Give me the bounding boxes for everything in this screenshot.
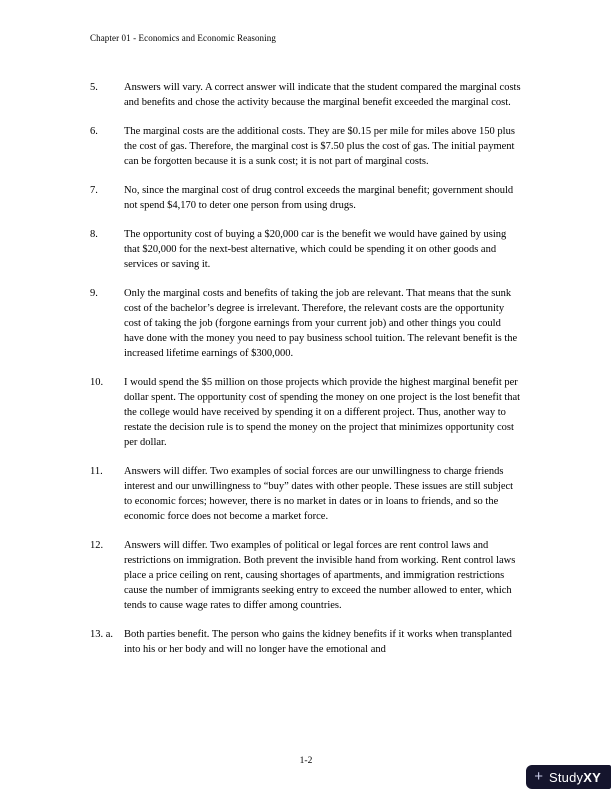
item-text: The marginal costs are the additional costs. They are $0.15 per mile for miles above 150 plus the cost of gas. Therefore, the marginal cost is $7.50 plus the cost of gas. The initial payment can be forgotten because it is a sunk cost; it is not part of marginal costs. [124, 126, 515, 167]
list-item [90, 286, 526, 361]
item-text: I would spend the $5 million on those projects which provide the highest marginal benefit per dollar spent. The opportunity cost of spending the money on one project is the lost benefit that the college would have received by spending it on a different project. Thus, another way to restate the decision rule is to spend the money on the project that minimizes opportunity cost per dollar. [124, 377, 521, 448]
list-item [90, 375, 526, 450]
item-number: 6. [90, 126, 98, 137]
item-number: 7. [90, 185, 98, 196]
list-item [90, 227, 526, 272]
list-item [90, 538, 526, 613]
list-item [90, 627, 526, 657]
item-number: 12. [90, 540, 104, 551]
item-text: Answers will differ. Two examples of social forces are our unwillingness to charge friends interest and our unwillingness to “buy” dates with other people. These issues are still subject to economic forces; however, there is no market in dates or in loans to friends, and so the economic force does not become a market force. [124, 466, 514, 522]
plus-icon: + [534, 767, 543, 785]
list-item [90, 464, 526, 524]
brand-name-study: Study [549, 769, 584, 785]
answers-list [90, 80, 526, 671]
item-number: 11. [90, 466, 103, 477]
item-number: 10. [90, 377, 104, 388]
chapter-header: Chapter 01 - Economics and Economic Reasoning [90, 33, 276, 43]
item-number: 8. [90, 229, 98, 240]
list-item [90, 183, 526, 213]
item-number: 5. [90, 82, 98, 93]
brand-name-xy: XY [583, 769, 601, 785]
item-text: Answers will vary. A correct answer will indicate that the student compared the marginal costs and benefits and chose the activity because the marginal benefit exceeded the marginal cost. [124, 82, 521, 108]
item-text: No, since the marginal cost of drug control exceeds the marginal benefit; government should not spend $4,170 to deter one person from using drugs. [124, 185, 514, 211]
brand-name [549, 770, 601, 785]
list-item [90, 124, 526, 169]
item-text: Answers will differ. Two examples of political or legal forces are rent control laws and restrictions on immigration. Both prevent the invisible hand from working. Rent control laws place a price ceiling on rent, causing shortages of apartments, and immigration restrictions cause the number of immigrants seeking entry to exceed the number allowed to enter, which tends to cause wage rates to differ among countries. [124, 540, 516, 611]
item-text: The opportunity cost of buying a $20,000 car is the benefit we would have gained by using that $20,000 for the next-best alternative, which could be spending it on other goods and services or saving it. [124, 229, 507, 270]
item-number: 13. a. [90, 629, 114, 640]
item-text: Both parties benefit. The person who gains the kidney benefits if it works when transplanted into his or her body and will no longer have the emotional and [124, 629, 512, 655]
list-item [90, 80, 526, 110]
studyxy-badge [526, 765, 611, 789]
item-number: 9. [90, 288, 98, 299]
item-text: Only the marginal costs and benefits of taking the job are relevant. That means that the sunk cost of the bachelor’s degree is irrelevant. Therefore, the relevant costs are the opportunity cost of taking the job (forgone earnings from your current job) and other things you could have done with the money you need to pay business school tuition. The relevant benefit is the increased lifetime earnings of $300,000. [124, 288, 518, 359]
page-number: 1-2 [299, 756, 313, 766]
